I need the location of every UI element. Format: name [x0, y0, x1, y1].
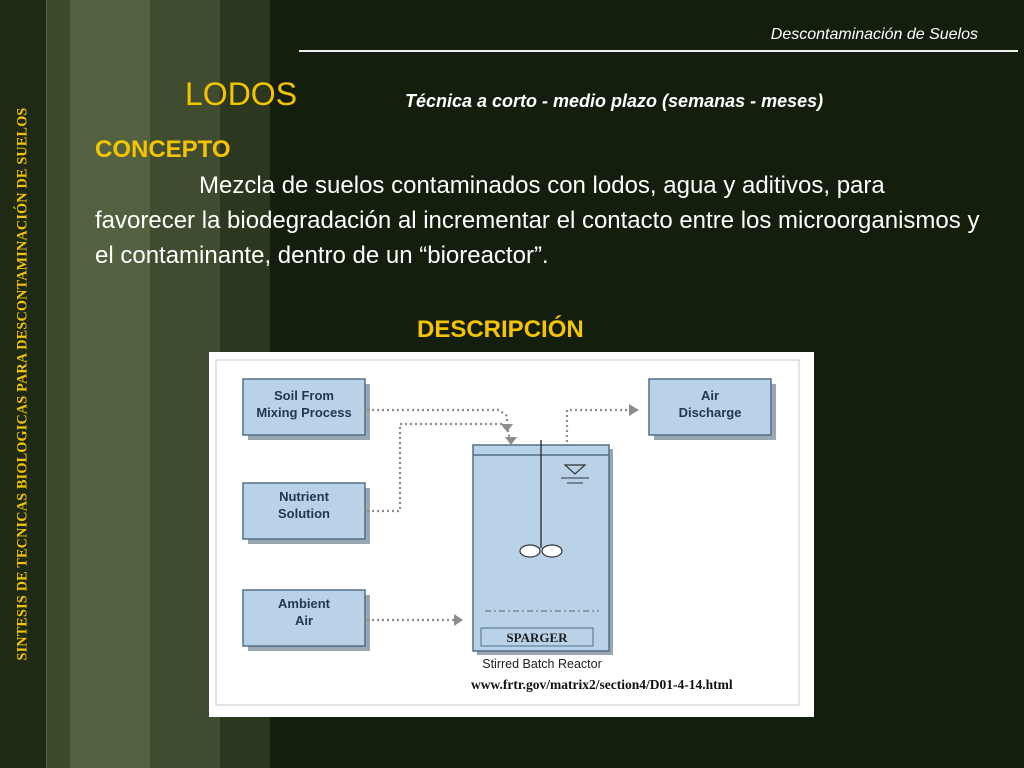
sparger-label: SPARGER [506, 630, 568, 645]
header-divider [299, 50, 1018, 52]
concept-heading: CONCEPTO [95, 136, 231, 163]
soil-label-1: Soil From [274, 388, 334, 403]
soil-label-2: Mixing Process [256, 405, 352, 420]
agitator-blade [542, 545, 562, 557]
slide-subtitle: Técnica a corto - medio plazo (semanas - meses) [405, 91, 824, 111]
air-discharge-label-1: Air [700, 388, 720, 403]
agitator-blade [520, 545, 540, 557]
source-url: www.frtr.gov/matrix2/section4/D01-4-14.html [471, 677, 733, 692]
side-title-bar [0, 0, 47, 768]
bg-band [70, 0, 150, 768]
bg-band [46, 0, 70, 768]
reactor-label: Stirred Batch Reactor [482, 657, 602, 671]
slide-title: LODOS [185, 76, 298, 112]
air-discharge-label-2: Discharge [678, 405, 742, 420]
process-diagram [209, 352, 814, 717]
side-title: SINTESIS DE TECNICAS BIOLOGICAS PARA DESCONTAMINACIÓN DE SUELOS [14, 107, 31, 661]
ambient-label-2: Air [294, 613, 314, 628]
description-heading: DESCRIPCIÓN [417, 316, 584, 343]
concept-paragraph [95, 168, 985, 273]
nutrient-label-2: Solution [278, 506, 330, 521]
slide-header: Descontaminación de Suelos [770, 26, 978, 43]
ambient-label-1: Ambient [278, 596, 330, 611]
nutrient-label-1: Nutrient [279, 489, 329, 504]
concept-text: Mezcla de suelos contaminados con lodos, agua y aditivos, para favorecer la biodegradación al incrementar el contacto entre los microorganismos y el contaminante, dentro de un “bioreactor”. [95, 172, 980, 269]
